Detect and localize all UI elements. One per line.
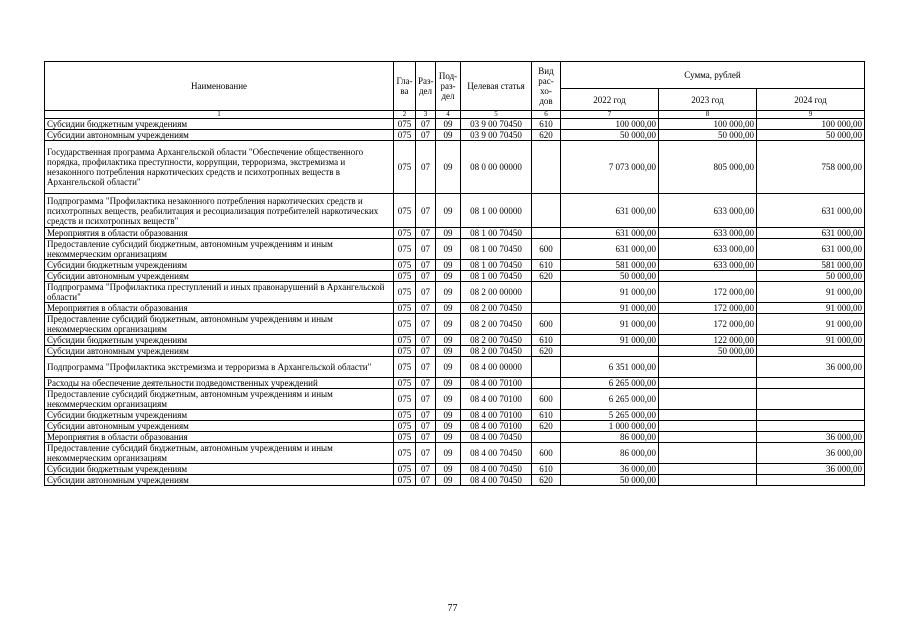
row-razdel: 07 bbox=[416, 119, 436, 130]
row-razdel: 07 bbox=[416, 346, 436, 357]
row-sum-2024: 91 000,00 bbox=[757, 335, 865, 346]
row-vid: 600 bbox=[532, 389, 561, 410]
table-row bbox=[45, 335, 865, 346]
table-row bbox=[45, 410, 865, 421]
col-number: 7 bbox=[561, 111, 659, 119]
row-celevaya: 08 4 00 70100 bbox=[461, 378, 532, 389]
row-razdel: 07 bbox=[416, 421, 436, 432]
row-sum-2024: 36 000,00 bbox=[757, 357, 865, 378]
col-number: 5 bbox=[461, 111, 532, 119]
row-podrazdel: 09 bbox=[436, 475, 461, 486]
row-celevaya: 08 2 00 70450 bbox=[461, 335, 532, 346]
row-podrazdel: 09 bbox=[436, 239, 461, 260]
row-podrazdel: 09 bbox=[436, 130, 461, 141]
table-row bbox=[45, 314, 865, 335]
row-vid bbox=[532, 432, 561, 443]
row-sum-2024: 631 000,00 bbox=[757, 194, 865, 228]
row-sum-2023: 633 000,00 bbox=[659, 239, 757, 260]
row-sum-2022: 6 351 000,00 bbox=[561, 357, 659, 378]
row-podrazdel: 09 bbox=[436, 271, 461, 282]
row-vid bbox=[532, 303, 561, 314]
row-celevaya: 08 4 00 70100 bbox=[461, 389, 532, 410]
row-vid: 610 bbox=[532, 410, 561, 421]
row-sum-2023 bbox=[659, 443, 757, 464]
row-podrazdel: 09 bbox=[436, 421, 461, 432]
row-name: Предоставление субсидий бюджетным, автономным учреждениям и иным некоммерческим организациям bbox=[45, 239, 394, 260]
row-sum-2023 bbox=[659, 271, 757, 282]
row-podrazdel: 09 bbox=[436, 357, 461, 378]
row-sum-2023: 172 000,00 bbox=[659, 303, 757, 314]
row-glava: 075 bbox=[394, 475, 416, 486]
row-celevaya: 08 2 00 00000 bbox=[461, 282, 532, 303]
row-sum-2023: 633 000,00 bbox=[659, 260, 757, 271]
row-podrazdel: 09 bbox=[436, 432, 461, 443]
row-sum-2023: 805 000,00 bbox=[659, 141, 757, 194]
row-vid: 620 bbox=[532, 346, 561, 357]
row-sum-2022: 7 073 000,00 bbox=[561, 141, 659, 194]
row-sum-2023: 122 000,00 bbox=[659, 335, 757, 346]
row-glava: 075 bbox=[394, 410, 416, 421]
row-celevaya: 08 1 00 70450 bbox=[461, 271, 532, 282]
row-podrazdel: 09 bbox=[436, 335, 461, 346]
row-razdel: 07 bbox=[416, 389, 436, 410]
row-celevaya: 08 1 00 70450 bbox=[461, 228, 532, 239]
row-name: Подпрограмма "Профилактика преступлений и иных правонарушений в Архангельской области" bbox=[45, 282, 394, 303]
row-celevaya: 03 9 00 70450 bbox=[461, 119, 532, 130]
table-row bbox=[45, 119, 865, 130]
table-row bbox=[45, 141, 865, 194]
row-sum-2022: 631 000,00 bbox=[561, 228, 659, 239]
row-vid: 620 bbox=[532, 130, 561, 141]
header-year-2023: 2023 год bbox=[659, 89, 757, 111]
row-podrazdel: 09 bbox=[436, 443, 461, 464]
row-razdel: 07 bbox=[416, 357, 436, 378]
row-celevaya: 08 2 00 70450 bbox=[461, 314, 532, 335]
table-row bbox=[45, 432, 865, 443]
row-sum-2022: 50 000,00 bbox=[561, 271, 659, 282]
row-glava: 075 bbox=[394, 282, 416, 303]
row-razdel: 07 bbox=[416, 141, 436, 194]
row-vid bbox=[532, 228, 561, 239]
col-number: 4 bbox=[436, 111, 461, 119]
row-sum-2022: 91 000,00 bbox=[561, 335, 659, 346]
row-razdel: 07 bbox=[416, 282, 436, 303]
row-sum-2024 bbox=[757, 410, 865, 421]
row-sum-2022: 631 000,00 bbox=[561, 239, 659, 260]
row-glava: 075 bbox=[394, 119, 416, 130]
row-vid: 610 bbox=[532, 119, 561, 130]
row-sum-2023: 633 000,00 bbox=[659, 194, 757, 228]
header-year-2022: 2022 год bbox=[561, 89, 659, 111]
row-vid: 620 bbox=[532, 421, 561, 432]
row-glava: 075 bbox=[394, 357, 416, 378]
row-glava: 075 bbox=[394, 303, 416, 314]
page-number: 77 bbox=[447, 603, 458, 614]
budget-table bbox=[44, 61, 865, 486]
row-razdel: 07 bbox=[416, 443, 436, 464]
table-row bbox=[45, 389, 865, 410]
row-name: Субсидии автономным учреждениям bbox=[45, 475, 394, 486]
row-podrazdel: 09 bbox=[436, 303, 461, 314]
row-vid: 600 bbox=[532, 314, 561, 335]
row-glava: 075 bbox=[394, 141, 416, 194]
row-sum-2024: 100 000,00 bbox=[757, 119, 865, 130]
row-name: Субсидии автономным учреждениям bbox=[45, 421, 394, 432]
row-sum-2023: 633 000,00 bbox=[659, 228, 757, 239]
table-row bbox=[45, 282, 865, 303]
row-sum-2022: 50 000,00 bbox=[561, 130, 659, 141]
row-sum-2024: 50 000,00 bbox=[757, 271, 865, 282]
table-row bbox=[45, 303, 865, 314]
table-row bbox=[45, 443, 865, 464]
row-vid: 610 bbox=[532, 260, 561, 271]
row-sum-2022: 6 265 000,00 bbox=[561, 378, 659, 389]
row-razdel: 07 bbox=[416, 228, 436, 239]
row-glava: 075 bbox=[394, 432, 416, 443]
row-name: Государственная программа Архангельской области "Обеспечение общественного порядка, профилактика преступности, коррупции, терроризма, экстремизма и незаконного потребления наркотических средств и психотропных веществ в Архангельской области" bbox=[45, 141, 394, 194]
row-name: Мероприятия в области образования bbox=[45, 432, 394, 443]
row-celevaya: 08 1 00 70450 bbox=[461, 260, 532, 271]
row-celevaya: 08 4 00 70100 bbox=[461, 410, 532, 421]
row-sum-2024: 36 000,00 bbox=[757, 443, 865, 464]
row-podrazdel: 09 bbox=[436, 464, 461, 475]
row-sum-2023 bbox=[659, 432, 757, 443]
row-podrazdel: 09 bbox=[436, 389, 461, 410]
row-razdel: 07 bbox=[416, 239, 436, 260]
row-celevaya: 08 4 00 00000 bbox=[461, 357, 532, 378]
header-summa: Сумма, рублей bbox=[561, 62, 865, 89]
row-razdel: 07 bbox=[416, 335, 436, 346]
row-vid bbox=[532, 141, 561, 194]
row-celevaya: 08 4 00 70450 bbox=[461, 443, 532, 464]
row-celevaya: 08 2 00 70450 bbox=[461, 303, 532, 314]
row-razdel: 07 bbox=[416, 303, 436, 314]
row-razdel: 07 bbox=[416, 410, 436, 421]
row-name: Субсидии автономным учреждениям bbox=[45, 130, 394, 141]
row-name: Субсидии бюджетным учреждениям bbox=[45, 335, 394, 346]
row-podrazdel: 09 bbox=[436, 314, 461, 335]
row-glava: 075 bbox=[394, 314, 416, 335]
row-glava: 075 bbox=[394, 464, 416, 475]
row-glava: 075 bbox=[394, 335, 416, 346]
row-podrazdel: 09 bbox=[436, 228, 461, 239]
row-celevaya: 08 2 00 70450 bbox=[461, 346, 532, 357]
row-celevaya: 08 1 00 00000 bbox=[461, 194, 532, 228]
row-sum-2024: 91 000,00 bbox=[757, 314, 865, 335]
row-sum-2024 bbox=[757, 389, 865, 410]
row-glava: 075 bbox=[394, 378, 416, 389]
row-podrazdel: 09 bbox=[436, 119, 461, 130]
row-vid bbox=[532, 194, 561, 228]
row-sum-2024: 91 000,00 bbox=[757, 282, 865, 303]
row-sum-2023: 172 000,00 bbox=[659, 314, 757, 335]
col-number: 9 bbox=[757, 111, 865, 119]
row-podrazdel: 09 bbox=[436, 260, 461, 271]
row-vid bbox=[532, 282, 561, 303]
row-name: Субсидии автономным учреждениям bbox=[45, 346, 394, 357]
row-razdel: 07 bbox=[416, 260, 436, 271]
row-celevaya: 03 9 00 70450 bbox=[461, 130, 532, 141]
row-vid: 620 bbox=[532, 475, 561, 486]
col-number: 8 bbox=[659, 111, 757, 119]
row-vid bbox=[532, 357, 561, 378]
header-glava: Гла-ва bbox=[394, 62, 416, 111]
row-sum-2024: 631 000,00 bbox=[757, 239, 865, 260]
row-name: Субсидии бюджетным учреждениям bbox=[45, 464, 394, 475]
row-vid: 610 bbox=[532, 335, 561, 346]
row-sum-2022: 1 000 000,00 bbox=[561, 421, 659, 432]
table-row bbox=[45, 378, 865, 389]
row-sum-2024 bbox=[757, 421, 865, 432]
column-number-row bbox=[45, 111, 865, 119]
row-razdel: 07 bbox=[416, 194, 436, 228]
row-sum-2023 bbox=[659, 421, 757, 432]
row-glava: 075 bbox=[394, 346, 416, 357]
row-sum-2023: 50 000,00 bbox=[659, 346, 757, 357]
header-name: Наименование bbox=[45, 62, 394, 111]
row-celevaya: 08 1 00 70450 bbox=[461, 239, 532, 260]
row-name: Подпрограмма "Профилактика незаконного потребления наркотических средств и психотропных веществ, реабилитация и ресоциализация потребителей наркотических средств и психотропных веществ" bbox=[45, 194, 394, 228]
row-name: Предоставление субсидий бюджетным, автономным учреждениям и иным некоммерческим организациям bbox=[45, 389, 394, 410]
col-number: 2 bbox=[394, 111, 416, 119]
row-sum-2023 bbox=[659, 475, 757, 486]
row-razdel: 07 bbox=[416, 378, 436, 389]
row-sum-2022: 36 000,00 bbox=[561, 464, 659, 475]
row-glava: 075 bbox=[394, 271, 416, 282]
row-vid: 600 bbox=[532, 443, 561, 464]
row-sum-2023: 172 000,00 bbox=[659, 282, 757, 303]
row-name: Подпрограмма "Профилактика экстремизма и терроризма в Архангельской области" bbox=[45, 357, 394, 378]
table-row bbox=[45, 239, 865, 260]
row-sum-2024: 36 000,00 bbox=[757, 432, 865, 443]
row-razdel: 07 bbox=[416, 130, 436, 141]
row-sum-2024: 36 000,00 bbox=[757, 464, 865, 475]
table-body bbox=[45, 119, 865, 486]
row-sum-2022: 86 000,00 bbox=[561, 443, 659, 464]
row-sum-2022: 100 000,00 bbox=[561, 119, 659, 130]
row-sum-2023: 50 000,00 bbox=[659, 130, 757, 141]
row-glava: 075 bbox=[394, 194, 416, 228]
row-name: Субсидии бюджетным учреждениям bbox=[45, 119, 394, 130]
row-sum-2024: 581 000,00 bbox=[757, 260, 865, 271]
table-row bbox=[45, 464, 865, 475]
row-sum-2022: 91 000,00 bbox=[561, 314, 659, 335]
row-glava: 075 bbox=[394, 389, 416, 410]
row-sum-2022: 91 000,00 bbox=[561, 282, 659, 303]
row-celevaya: 08 0 00 00000 bbox=[461, 141, 532, 194]
row-sum-2023 bbox=[659, 464, 757, 475]
row-vid: 600 bbox=[532, 239, 561, 260]
row-sum-2022: 5 265 000,00 bbox=[561, 410, 659, 421]
table-row bbox=[45, 271, 865, 282]
col-number: 6 bbox=[532, 111, 561, 119]
row-glava: 075 bbox=[394, 228, 416, 239]
row-glava: 075 bbox=[394, 443, 416, 464]
table-row bbox=[45, 475, 865, 486]
row-vid: 620 bbox=[532, 271, 561, 282]
row-sum-2022: 50 000,00 bbox=[561, 475, 659, 486]
row-podrazdel: 09 bbox=[436, 378, 461, 389]
row-celevaya: 08 4 00 70450 bbox=[461, 432, 532, 443]
row-sum-2022 bbox=[561, 346, 659, 357]
row-name: Субсидии автономным учреждениям bbox=[45, 271, 394, 282]
row-name: Субсидии бюджетным учреждениям bbox=[45, 260, 394, 271]
row-vid: 610 bbox=[532, 464, 561, 475]
row-podrazdel: 09 bbox=[436, 194, 461, 228]
row-name: Расходы на обеспечение деятельности подведомственных учреждений bbox=[45, 378, 394, 389]
row-sum-2022: 631 000,00 bbox=[561, 194, 659, 228]
row-name: Предоставление субсидий бюджетным, автономным учреждениям и иным некоммерческим организациям bbox=[45, 314, 394, 335]
table-row bbox=[45, 260, 865, 271]
row-glava: 075 bbox=[394, 260, 416, 271]
row-podrazdel: 09 bbox=[436, 141, 461, 194]
row-sum-2022: 6 265 000,00 bbox=[561, 389, 659, 410]
row-name: Субсидии бюджетным учреждениям bbox=[45, 410, 394, 421]
row-sum-2022: 91 000,00 bbox=[561, 303, 659, 314]
row-glava: 075 bbox=[394, 239, 416, 260]
row-razdel: 07 bbox=[416, 314, 436, 335]
row-name: Мероприятия в области образования bbox=[45, 303, 394, 314]
table-row bbox=[45, 357, 865, 378]
table-row bbox=[45, 346, 865, 357]
row-sum-2024: 50 000,00 bbox=[757, 130, 865, 141]
header-vid: Вид рас-хо-дов bbox=[532, 62, 561, 111]
header-celevaya: Целевая статья bbox=[461, 62, 532, 111]
row-sum-2023 bbox=[659, 378, 757, 389]
row-sum-2024: 91 000,00 bbox=[757, 303, 865, 314]
header-razdel: Раз-дел bbox=[416, 62, 436, 111]
row-name: Предоставление субсидий бюджетным, автономным учреждениям и иным некоммерческим организациям bbox=[45, 443, 394, 464]
row-podrazdel: 09 bbox=[436, 346, 461, 357]
header-podrazdel: Под-раз-дел bbox=[436, 62, 461, 111]
row-sum-2022: 581 000,00 bbox=[561, 260, 659, 271]
row-sum-2023 bbox=[659, 410, 757, 421]
row-podrazdel: 09 bbox=[436, 282, 461, 303]
row-glava: 075 bbox=[394, 130, 416, 141]
row-podrazdel: 09 bbox=[436, 410, 461, 421]
row-sum-2022: 86 000,00 bbox=[561, 432, 659, 443]
row-razdel: 07 bbox=[416, 464, 436, 475]
row-glava: 075 bbox=[394, 421, 416, 432]
table-row bbox=[45, 130, 865, 141]
row-sum-2023 bbox=[659, 389, 757, 410]
col-number: 3 bbox=[416, 111, 436, 119]
row-razdel: 07 bbox=[416, 271, 436, 282]
col-number: 1 bbox=[45, 111, 394, 119]
row-razdel: 07 bbox=[416, 475, 436, 486]
table-row bbox=[45, 194, 865, 228]
row-sum-2024: 758 000,00 bbox=[757, 141, 865, 194]
row-sum-2024 bbox=[757, 475, 865, 486]
row-sum-2023: 100 000,00 bbox=[659, 119, 757, 130]
row-name: Мероприятия в области образования bbox=[45, 228, 394, 239]
row-razdel: 07 bbox=[416, 432, 436, 443]
row-vid bbox=[532, 378, 561, 389]
row-celevaya: 08 4 00 70450 bbox=[461, 464, 532, 475]
row-sum-2024 bbox=[757, 378, 865, 389]
row-sum-2023 bbox=[659, 357, 757, 378]
row-celevaya: 08 4 00 70100 bbox=[461, 421, 532, 432]
row-sum-2024 bbox=[757, 346, 865, 357]
header-year-2024: 2024 год bbox=[757, 89, 865, 111]
table-row bbox=[45, 228, 865, 239]
row-sum-2024: 631 000,00 bbox=[757, 228, 865, 239]
table-row bbox=[45, 421, 865, 432]
row-celevaya: 08 4 00 70450 bbox=[461, 475, 532, 486]
